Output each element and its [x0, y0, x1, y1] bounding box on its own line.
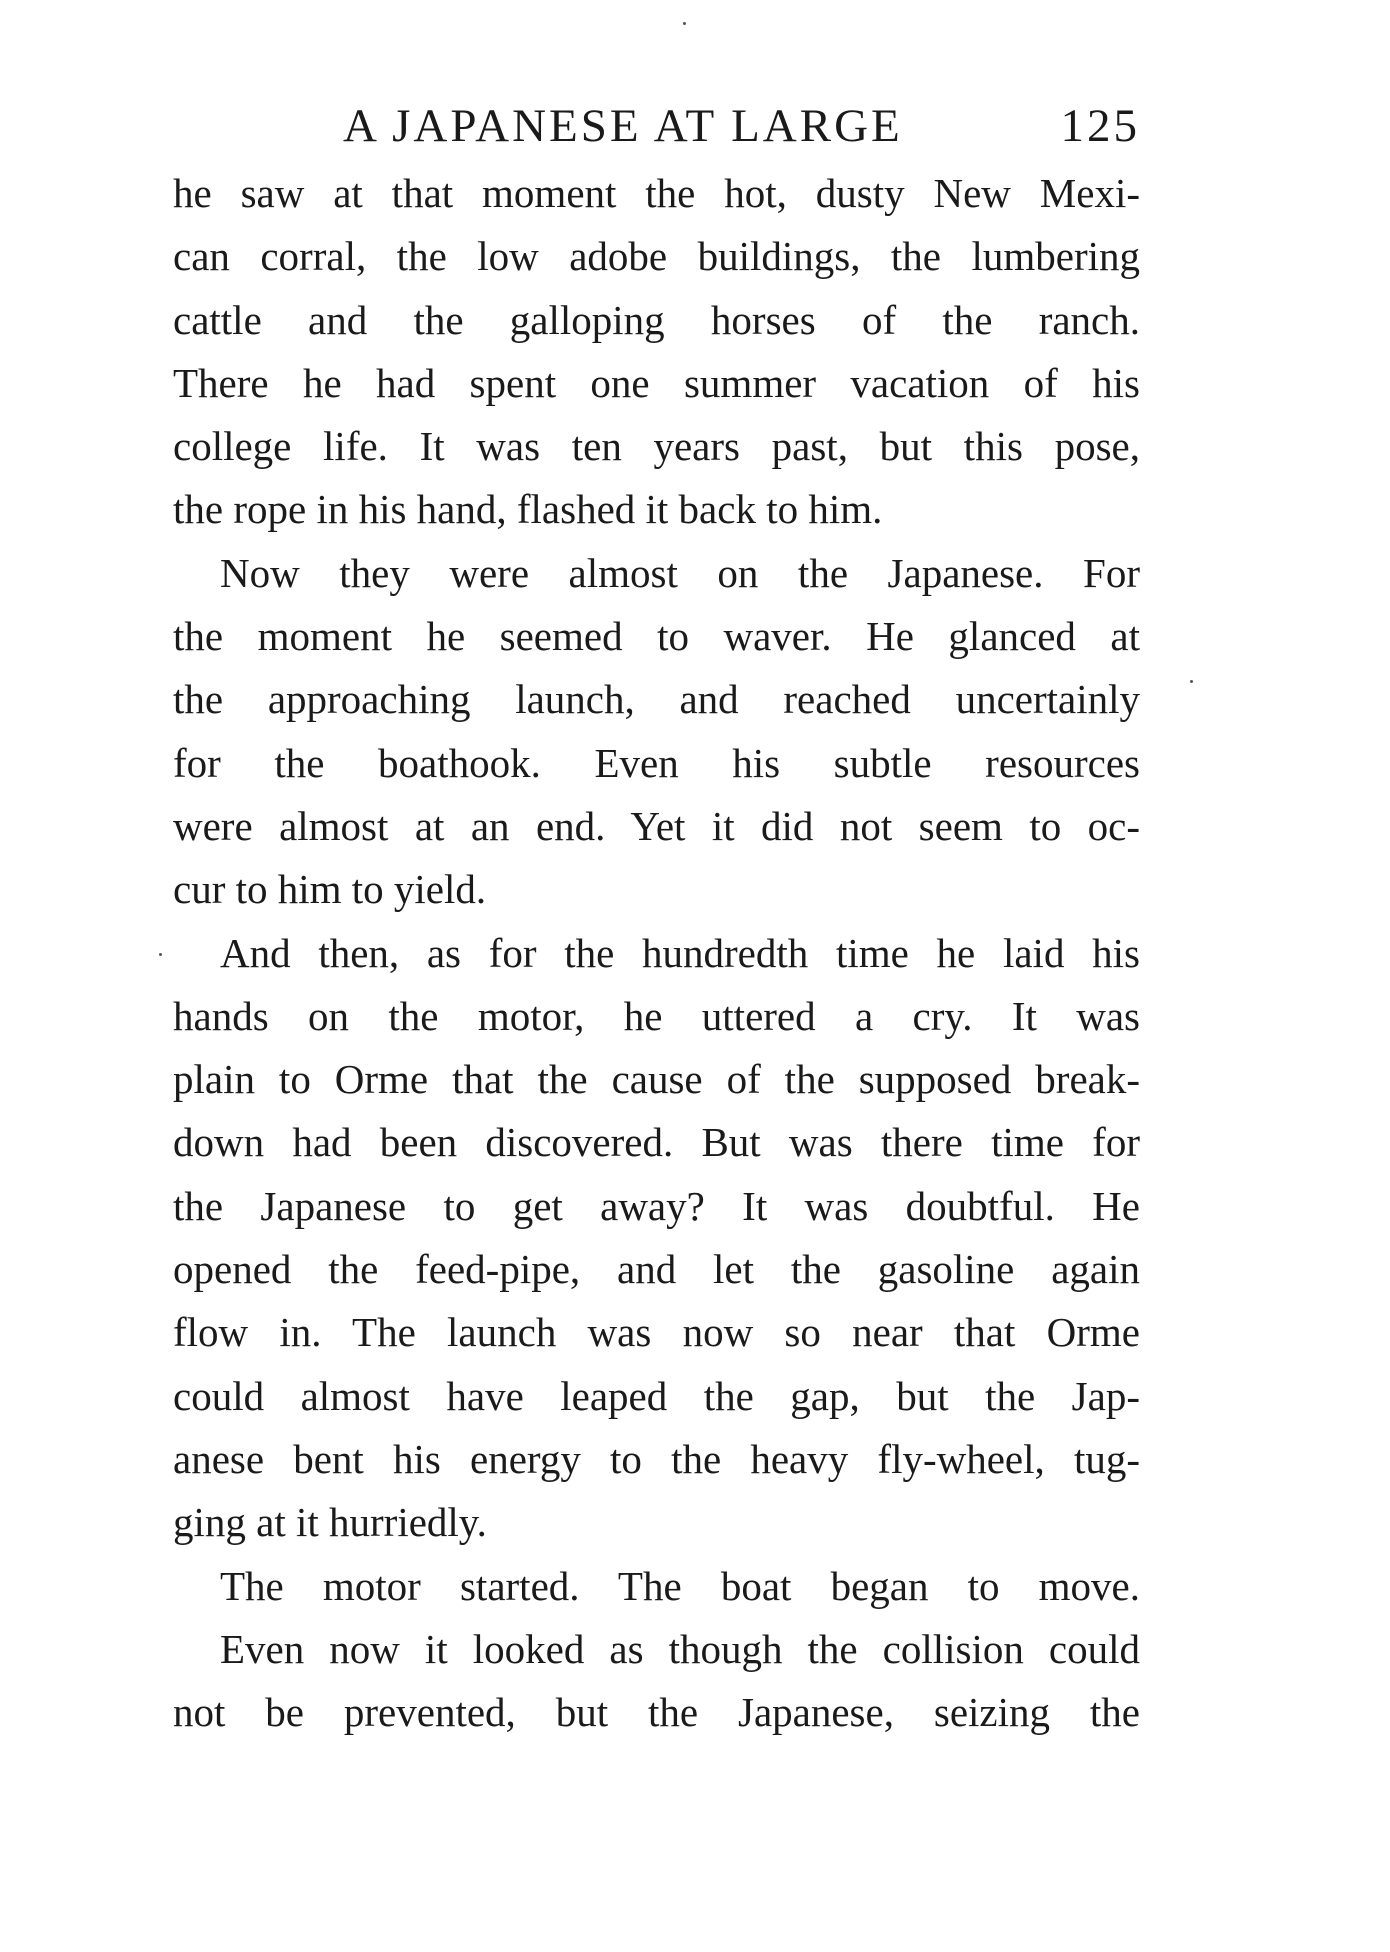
text-line: the rope in his hand, flashed it back to him. — [173, 486, 883, 533]
text-line: could almost have leaped the gap, but the Jap- — [173, 1372, 1140, 1419]
text-line: ging at it hurriedly. — [173, 1499, 487, 1546]
text-line: cur to him to yield. — [173, 866, 487, 913]
text-line: anese bent his energy to the heavy fly-wheel, tug- — [173, 1435, 1140, 1482]
text-line: he saw at that moment the hot, dusty New Mexi- — [173, 170, 1140, 216]
text-line: not be prevented, but the Japanese, seizing the — [173, 1689, 1140, 1736]
text-line: flow in. The launch was now so near that Orme — [173, 1309, 1140, 1356]
text-line: And then, as for the hundredth time he laid his — [220, 929, 1140, 976]
body-text — [173, 162, 1140, 1744]
text-line: the Japanese to get away? It was doubtful. He — [173, 1182, 1140, 1229]
text-line: down had been discovered. But was there time for — [173, 1119, 1140, 1166]
text-line: hands on the motor, he uttered a cry. It was — [173, 992, 1140, 1039]
text-line: can corral, the low adobe buildings, the lumbering — [173, 233, 1140, 280]
text-line: opened the feed-pipe, and let the gasoline again — [173, 1246, 1140, 1293]
paper-speck — [1190, 680, 1193, 683]
running-head-title: A JAPANESE AT LARGE — [343, 100, 903, 152]
text-line: The motor started. The boat began to move. — [220, 1562, 1140, 1609]
running-head — [173, 96, 1140, 156]
text-line: plain to Orme that the cause of the supposed break- — [173, 1056, 1140, 1103]
text-line: Even now it looked as though the collision could — [220, 1625, 1140, 1672]
paper-speck — [159, 953, 162, 956]
text-line: Now they were almost on the Japanese. For — [220, 549, 1140, 596]
text-line: cattle and the galloping horses of the ranch. — [173, 296, 1140, 343]
page-number: 125 — [1060, 100, 1140, 152]
text-line: the approaching launch, and reached uncertainly — [173, 676, 1140, 723]
paper-speck — [683, 22, 686, 25]
text-line: There he had spent one summer vacation of his — [173, 359, 1140, 406]
text-line: for the boathook. Even his subtle resources — [173, 739, 1140, 786]
text-line: were almost at an end. Yet it did not seem to oc- — [173, 802, 1140, 849]
text-line: the moment he seemed to waver. He glanced at — [173, 613, 1140, 660]
text-line: college life. It was ten years past, but this pose, — [173, 423, 1140, 470]
